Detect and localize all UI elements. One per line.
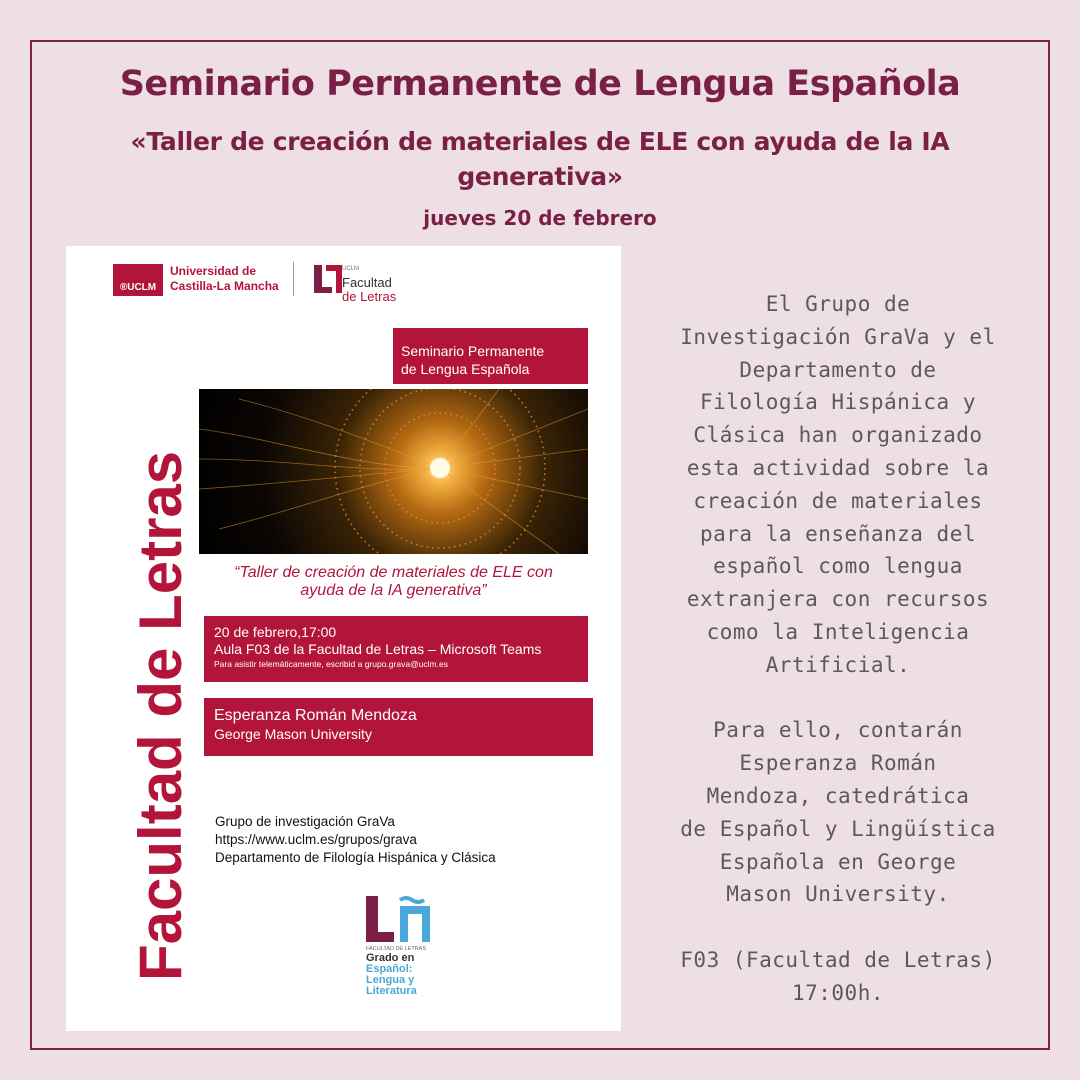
description-paragraph-1 <box>638 288 1038 682</box>
quote-line-2: ayuda de la IA generativa” <box>300 582 487 599</box>
event-date: 20 de febrero,17:00 <box>214 624 337 640</box>
event-note: Para asistir telemáticamente, escribid a grupo.grava@uclm.es <box>214 659 448 669</box>
desc-line: Artificial. <box>765 652 911 677</box>
desc-line: español como lengua <box>713 554 963 579</box>
desc-line: F03 (Facultad de Letras) <box>680 947 996 972</box>
desc-line: para la enseñanza del <box>699 521 976 546</box>
group-url: https://www.uclm.es/grupos/grava <box>215 832 417 847</box>
group-name: Grupo de investigación GraVa <box>215 814 395 829</box>
grado-line-3: Lengua y <box>366 974 415 986</box>
uclm-logo: ®UCLM <box>113 264 163 296</box>
event-day: jueves 20 de febrero <box>423 206 657 230</box>
group-info <box>215 813 496 867</box>
faculty-l-icon <box>312 263 344 295</box>
vertical-title: Facultad de Letras <box>127 450 194 981</box>
desc-line: El Grupo de <box>765 292 911 316</box>
grado-line-1: Grado en <box>366 952 415 964</box>
seminar-line-1: Seminario Permanente <box>401 343 545 359</box>
network-image <box>199 389 588 554</box>
speaker-affiliation: George Mason University <box>214 726 372 742</box>
faculty-name <box>342 262 396 304</box>
seminar-line-2: de Lengua Española <box>401 361 530 377</box>
event-details-box <box>204 616 588 682</box>
desc-line: Esperanza Román <box>739 751 937 776</box>
desc-line: Mason University. <box>726 882 950 907</box>
desc-line: Filología Hispánica y <box>699 390 976 415</box>
university-line-1: Universidad de <box>170 264 257 278</box>
glowing-network-graphic <box>199 389 588 554</box>
desc-line: esta actividad sobre la <box>686 455 990 480</box>
grado-faculty: FACULTAD DE LETRAS <box>366 946 427 952</box>
desc-line: Mendoza, catedrática <box>706 783 970 808</box>
speaker-box <box>204 698 593 756</box>
desc-line: Departamento de <box>739 357 937 382</box>
description-paragraph-3 <box>638 944 1038 1010</box>
grado-logo-icon <box>366 896 436 942</box>
quote-line-1: “Taller de creación de materiales de ELE con <box>234 564 553 581</box>
workshop-quote <box>199 564 588 600</box>
description-text <box>638 288 1038 1010</box>
desc-line: extranjera con recursos <box>686 587 990 612</box>
desc-line: Investigación GraVa y el <box>680 324 996 349</box>
seminar-box <box>393 328 588 384</box>
desc-line: 17:00h. <box>791 980 884 1005</box>
faculty-line-1: Facultad <box>342 275 392 290</box>
desc-line: Española en George <box>719 849 957 874</box>
desc-line: creación de materiales <box>693 488 983 513</box>
desc-line: de Español y Lingüística <box>680 816 996 841</box>
faculty-line-2: de Letras <box>342 289 397 304</box>
event-poster <box>66 246 621 1031</box>
university-name <box>170 264 279 294</box>
university-line-2: Castilla-La Mancha <box>170 279 279 293</box>
page-subtitle: «Taller de creación de materiales de ELE con ayuda de la IA generativa» <box>130 127 950 191</box>
speaker-name: Esperanza Román Mendoza <box>214 707 417 724</box>
faculty-small: UCLM <box>342 266 360 272</box>
event-place: Aula F03 de la Facultad de Letras – Microsoft Teams <box>214 641 542 657</box>
logo-divider <box>293 262 294 296</box>
desc-line: Para ello, contarán <box>713 718 963 743</box>
description-paragraph-2 <box>638 714 1038 911</box>
grado-line-2: Español: <box>366 963 413 975</box>
page-title: Seminario Permanente de Lengua Española <box>119 64 961 104</box>
grado-text <box>366 953 417 997</box>
grado-line-4: Literatura <box>366 985 417 997</box>
desc-line: como la Inteligencia <box>706 619 970 644</box>
desc-line: Clásica han organizado <box>693 423 983 448</box>
group-department: Departamento de Filología Hispánica y Clásica <box>215 850 496 865</box>
